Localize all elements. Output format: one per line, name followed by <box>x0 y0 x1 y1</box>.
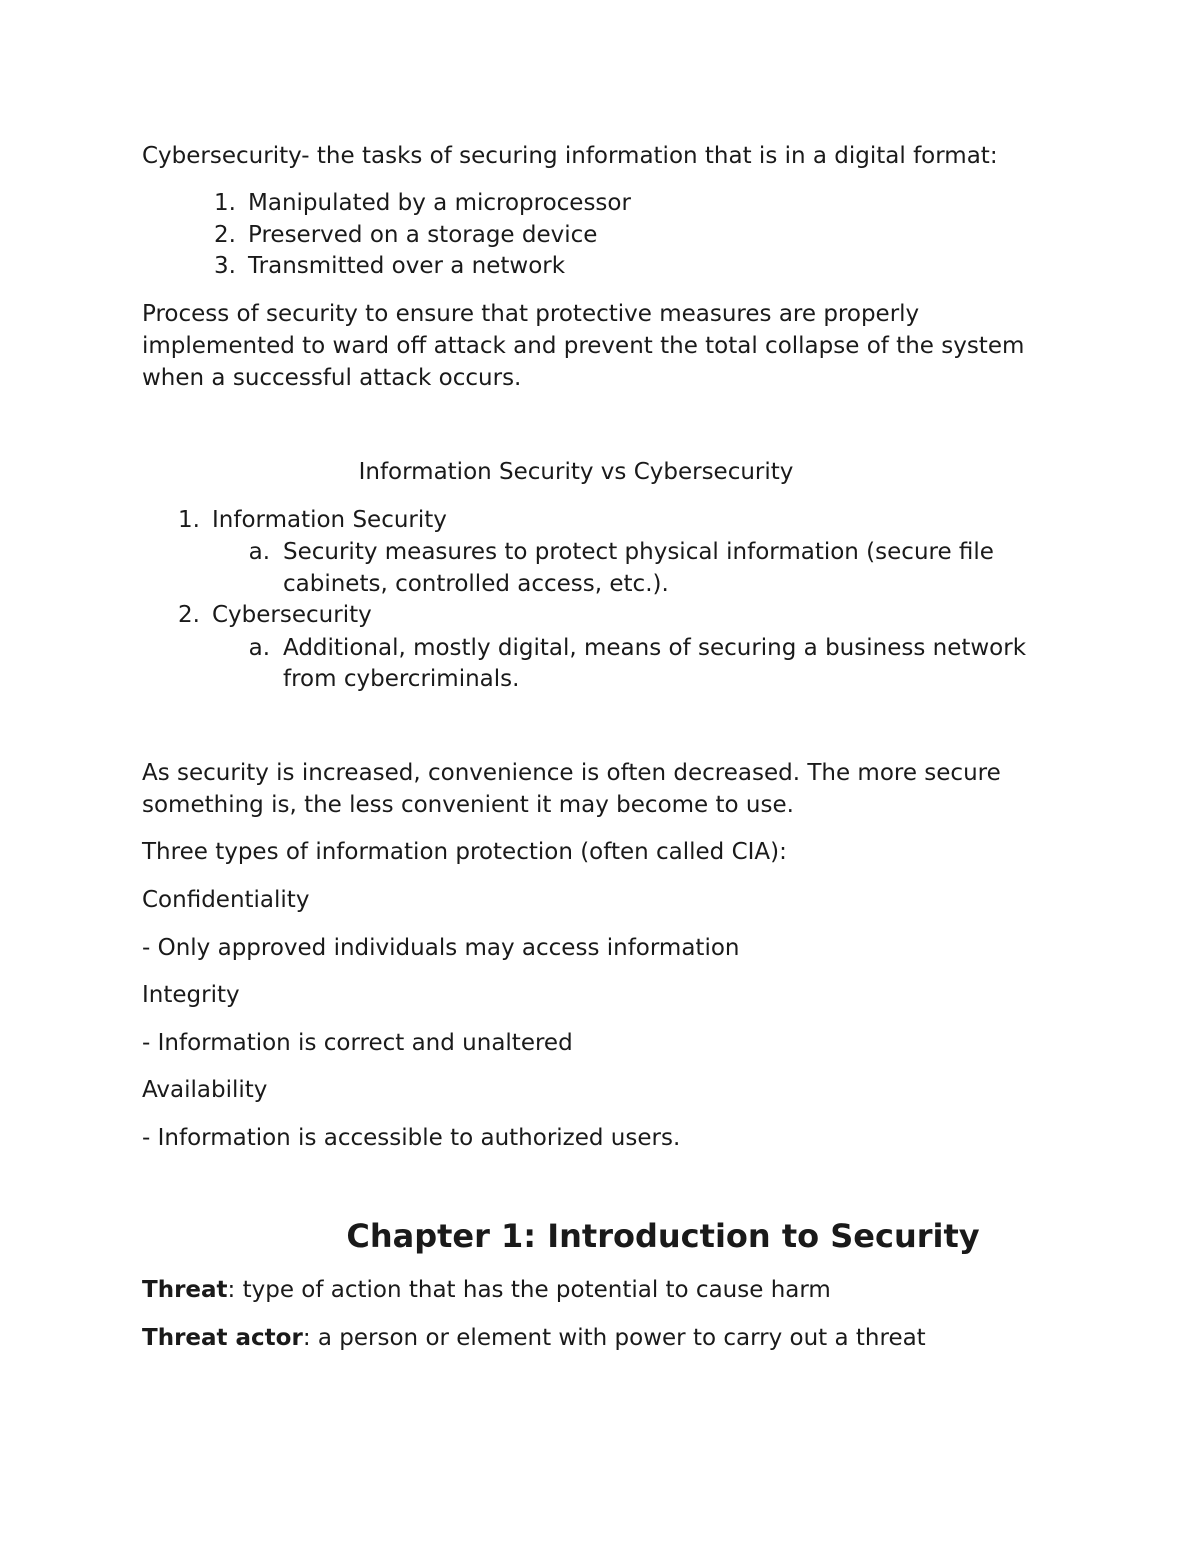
list-number: 2. <box>214 222 236 248</box>
sub-list-item-line: Security measures to protect physical information (secure file <box>283 539 994 565</box>
cia-term: Confidentiality <box>142 887 310 913</box>
definition-text: : a person or element with power to carry out a threat <box>302 1325 926 1351</box>
list-number: 2. <box>178 602 200 628</box>
definition-threat-actor <box>142 1322 926 1354</box>
definition-text: : type of action that has the potential to cause harm <box>227 1277 831 1303</box>
chapter-heading: Chapter 1: Introduction to Security <box>346 1217 980 1255</box>
cia-intro: Three types of information protection (often called CIA): <box>142 839 787 865</box>
list-number: 3. <box>214 253 236 279</box>
tradeoff-paragraph-line: As security is increased, convenience is often decreased. The more secure <box>142 760 1001 786</box>
sub-list-item-line: cabinets, controlled access, etc.). <box>283 571 669 597</box>
list-item: Manipulated by a microprocessor <box>248 190 631 216</box>
cia-term: Availability <box>142 1077 268 1103</box>
cybersecurity-definition: Cybersecurity- the tasks of securing information that is in a digital format: <box>142 143 998 169</box>
cia-description: - Information is accessible to authorized users. <box>142 1125 681 1151</box>
sub-list-letter: a. <box>248 539 270 565</box>
definition-threat <box>142 1274 831 1306</box>
list-item: Cybersecurity <box>212 602 372 628</box>
cia-description: - Information is correct and unaltered <box>142 1030 573 1056</box>
list-item: Preserved on a storage device <box>248 222 598 248</box>
tradeoff-paragraph-line: something is, the less convenient it may become to use. <box>142 792 794 818</box>
definition-term: Threat <box>142 1277 228 1303</box>
list-number: 1. <box>178 507 200 533</box>
comparison-title: Information Security vs Cybersecurity <box>358 459 794 485</box>
definition-term: Threat actor <box>142 1325 303 1351</box>
sub-list-item-line: Additional, mostly digital, means of securing a business network <box>283 635 1027 661</box>
sub-list-letter: a. <box>248 635 270 661</box>
cia-description: - Only approved individuals may access information <box>142 935 740 961</box>
process-paragraph-line: when a successful attack occurs. <box>142 365 522 391</box>
list-number: 1. <box>214 190 236 216</box>
process-paragraph-line: Process of security to ensure that protective measures are properly <box>142 301 920 327</box>
list-item: Information Security <box>212 507 447 533</box>
process-paragraph-line: implemented to ward off attack and prevent the total collapse of the system <box>142 333 1025 359</box>
sub-list-item-line: from cybercriminals. <box>283 666 520 692</box>
cia-term: Integrity <box>142 982 240 1008</box>
list-item: Transmitted over a network <box>248 253 566 279</box>
